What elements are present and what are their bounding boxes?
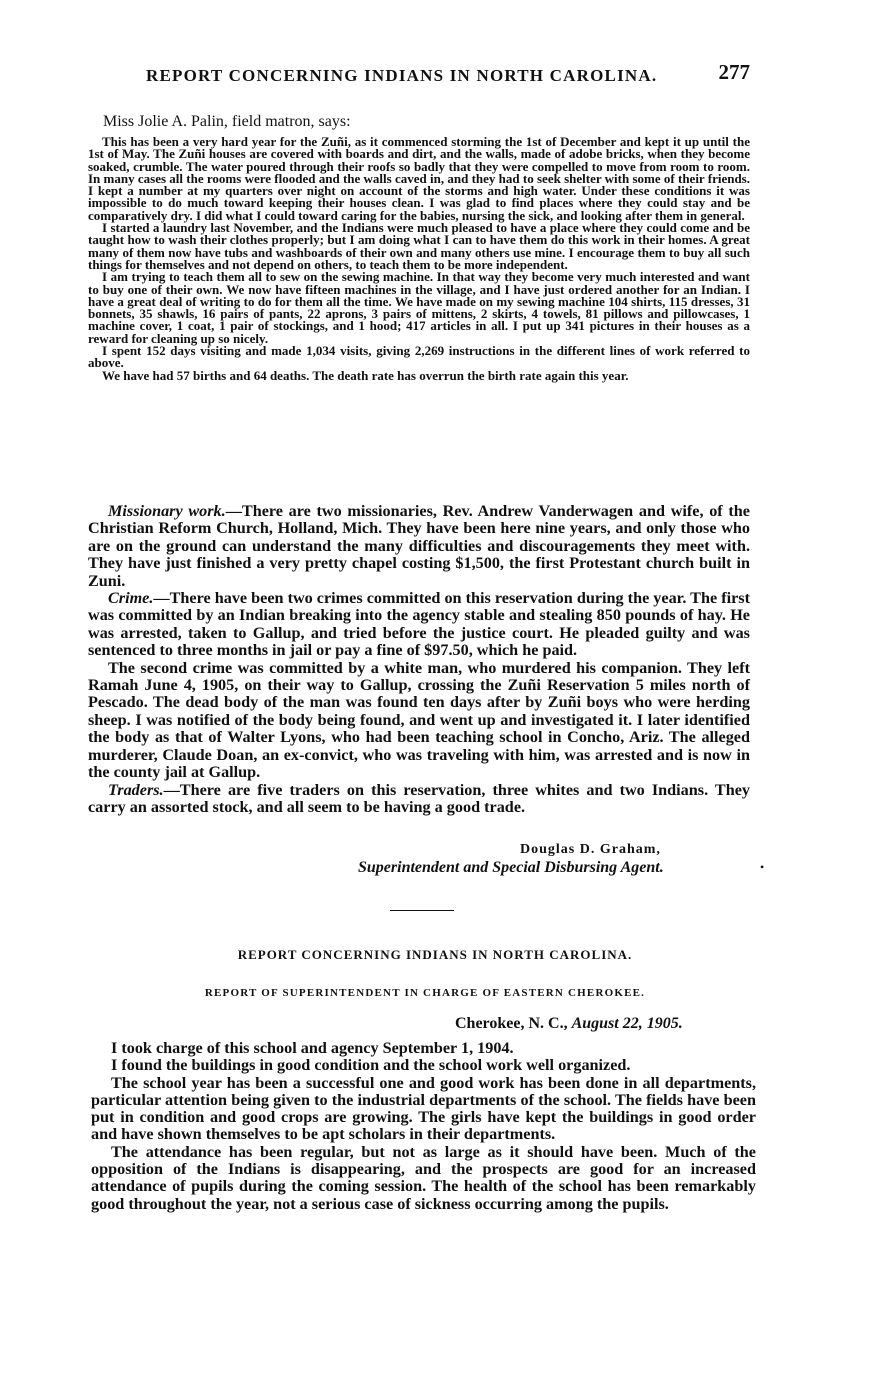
dateline-place: Cherokee, N. C., <box>455 1015 568 1032</box>
signature-title: Superintendent and Special Disbursing Agent. <box>358 859 664 876</box>
missionary-label: Missionary work. <box>108 502 226 520</box>
signature-name: Douglas D. Graham, <box>520 842 661 857</box>
missionary-text: —There are two missionaries, Rev. Andrew Vanderwagen and wife, of the Christian Reform Church, Holland, Mich. They have been here nine years, and only those who are on the ground can understand the many difficulties and discouragements they meet with. They have just finished a very pretty chapel costing $1,500, the first Protestant church built in Zuni. <box>88 502 750 590</box>
dateline <box>455 1015 683 1033</box>
crime-label: Crime. <box>108 589 154 608</box>
stray-mark: • <box>760 860 765 874</box>
report-paragraph: The attendance has been regular, but not as large as it should have been. Much of the opposition of the Indians is disappearing, and the prospects are good for an increased attendance of pupils during the coming session. The health of the school has been remarkably good throughout the year, not a serious case of sickness occurring among the pupils. <box>91 1142 756 1213</box>
quote-paragraph: I spent 152 days visiting and made 1,034 visits, giving 2,269 instructions in the different lines of work referred to above. <box>88 343 750 371</box>
quote-paragraph: We have had 57 births and 64 deaths. The death rate has overrun the birth rate again this year. <box>102 367 629 383</box>
quote-paragraph: This has been a very hard year for the Zuñi, as it commenced storming the 1st of December and kept it up until the 1st of May. The Zuñi houses are covered with boards and dirt, and the walls, made of adobe bricks, when they become soaked, crumble. The water poured through their roofs so badly that they were compelled to move from room to room. In many cases all the rooms were flooded and the walls caved in, and they had to seek shelter with some of their friends. I kept a number at my quarters over night on account of the storms and high water. Under these conditions it was impossible to do much toward keeping their houses clean. I was glad to find places where they could stay and be comparatively dry. I did what I could toward caring for the babies, nursing the sick, and looking after them in general. <box>88 134 750 223</box>
section-title: REPORT CONCERNING INDIANS IN NORTH CAROLINA. <box>237 947 633 962</box>
crime-text: —There have been two crimes committed on this reservation during the year. The first was committed by an Indian breaking into the agency stable and stealing 850 pounds of hay. He was arrested, taken to Gallup, and tried before the justice court. He pleaded guilty and was sentenced to three months in jail or pay a fine of $97.50, which he paid. <box>88 589 750 660</box>
intro-line: Miss Jolie A. Palin, field matron, says: <box>103 113 351 130</box>
second-crime-paragraph: The second crime was committed by a white man, who murdered his companion. They left Ramah June 4, 1905, on their way to Gallup, crossing the Zuñi Reservation 5 miles north of Pescado. The dead body of the man was found ten days after by Zuñi boys who were herding sheep. I was notified of the body being found, and went up and investigated it. I later identified the body as that of Walter Lyons, who had been teaching school in Concho, Ariz. The alleged murderer, Claude Doan, an ex-convict, who was traveling with him, was arrested and is now in the county jail at Gallup. <box>88 658 750 782</box>
missionary-paragraph <box>88 503 750 590</box>
page-header <box>110 60 750 90</box>
crime-paragraph <box>88 590 750 660</box>
report-body <box>88 503 750 816</box>
page-number: 277 <box>718 60 750 84</box>
running-head: REPORT CONCERNING INDIANS IN NORTH CAROLINA. <box>146 66 658 85</box>
dateline-date: August 22, 1905. <box>571 1015 683 1032</box>
cherokee-report <box>91 1040 756 1213</box>
quote-paragraph: I started a laundry last November, and the Indians were much pleased to have a place where they could come and be taught how to wash their clothes properly; but I am doing what I can to have them do this work in their homes. A great many of them now have tubs and washboards of their own and many others use mine. I encourage them to buy all such things for themselves and not depend on others, to teach them to be more independent. <box>88 220 750 272</box>
traders-label: Traders. <box>108 780 164 799</box>
report-paragraph: The school year has been a successful one and good work has been done in all departments, particular attention being given to the industrial departments of the school. The fields have been put in condition and good crops are growing. The girls have kept the buildings in good order and have shown themselves to be apt scholars in their departments. <box>91 1073 756 1144</box>
traders-text: —There are five traders on this reservation, three whites and two Indians. They carry an assorted stock, and all seem to be having a good trade. <box>88 780 750 816</box>
section-subtitle: REPORT OF SUPERINTENDENT IN CHARGE OF EASTERN CHEROKEE. <box>204 987 646 999</box>
traders-paragraph <box>88 782 750 817</box>
section-divider <box>390 910 454 911</box>
report-paragraph: I took charge of this school and agency September 1, 1904. <box>111 1039 514 1057</box>
field-matron-quote <box>88 136 750 382</box>
quote-paragraph: I am trying to teach them all to sew on the sewing machine. In that way they become very much interested and want to buy one of their own. We now have fifteen machines in the village, and I have just ordered another for an Indian. I have a great deal of writing to do for them all the time. We have made on my sewing machine 104 shirts, 115 dresses, 31 bonnets, 35 shawls, 16 pairs of pants, 22 aprons, 3 pairs of mittens, 2 skirts, 4 towels, 81 pillows and pillowcases, 1 machine cover, 1 coat, 1 pair of stockings, and 1 hood; 417 articles in all. I put up 341 pictures in their houses as a reward for cleaning up so nicely. <box>88 269 750 346</box>
report-paragraph: I found the buildings in good condition and the school work well organized. <box>111 1056 631 1075</box>
